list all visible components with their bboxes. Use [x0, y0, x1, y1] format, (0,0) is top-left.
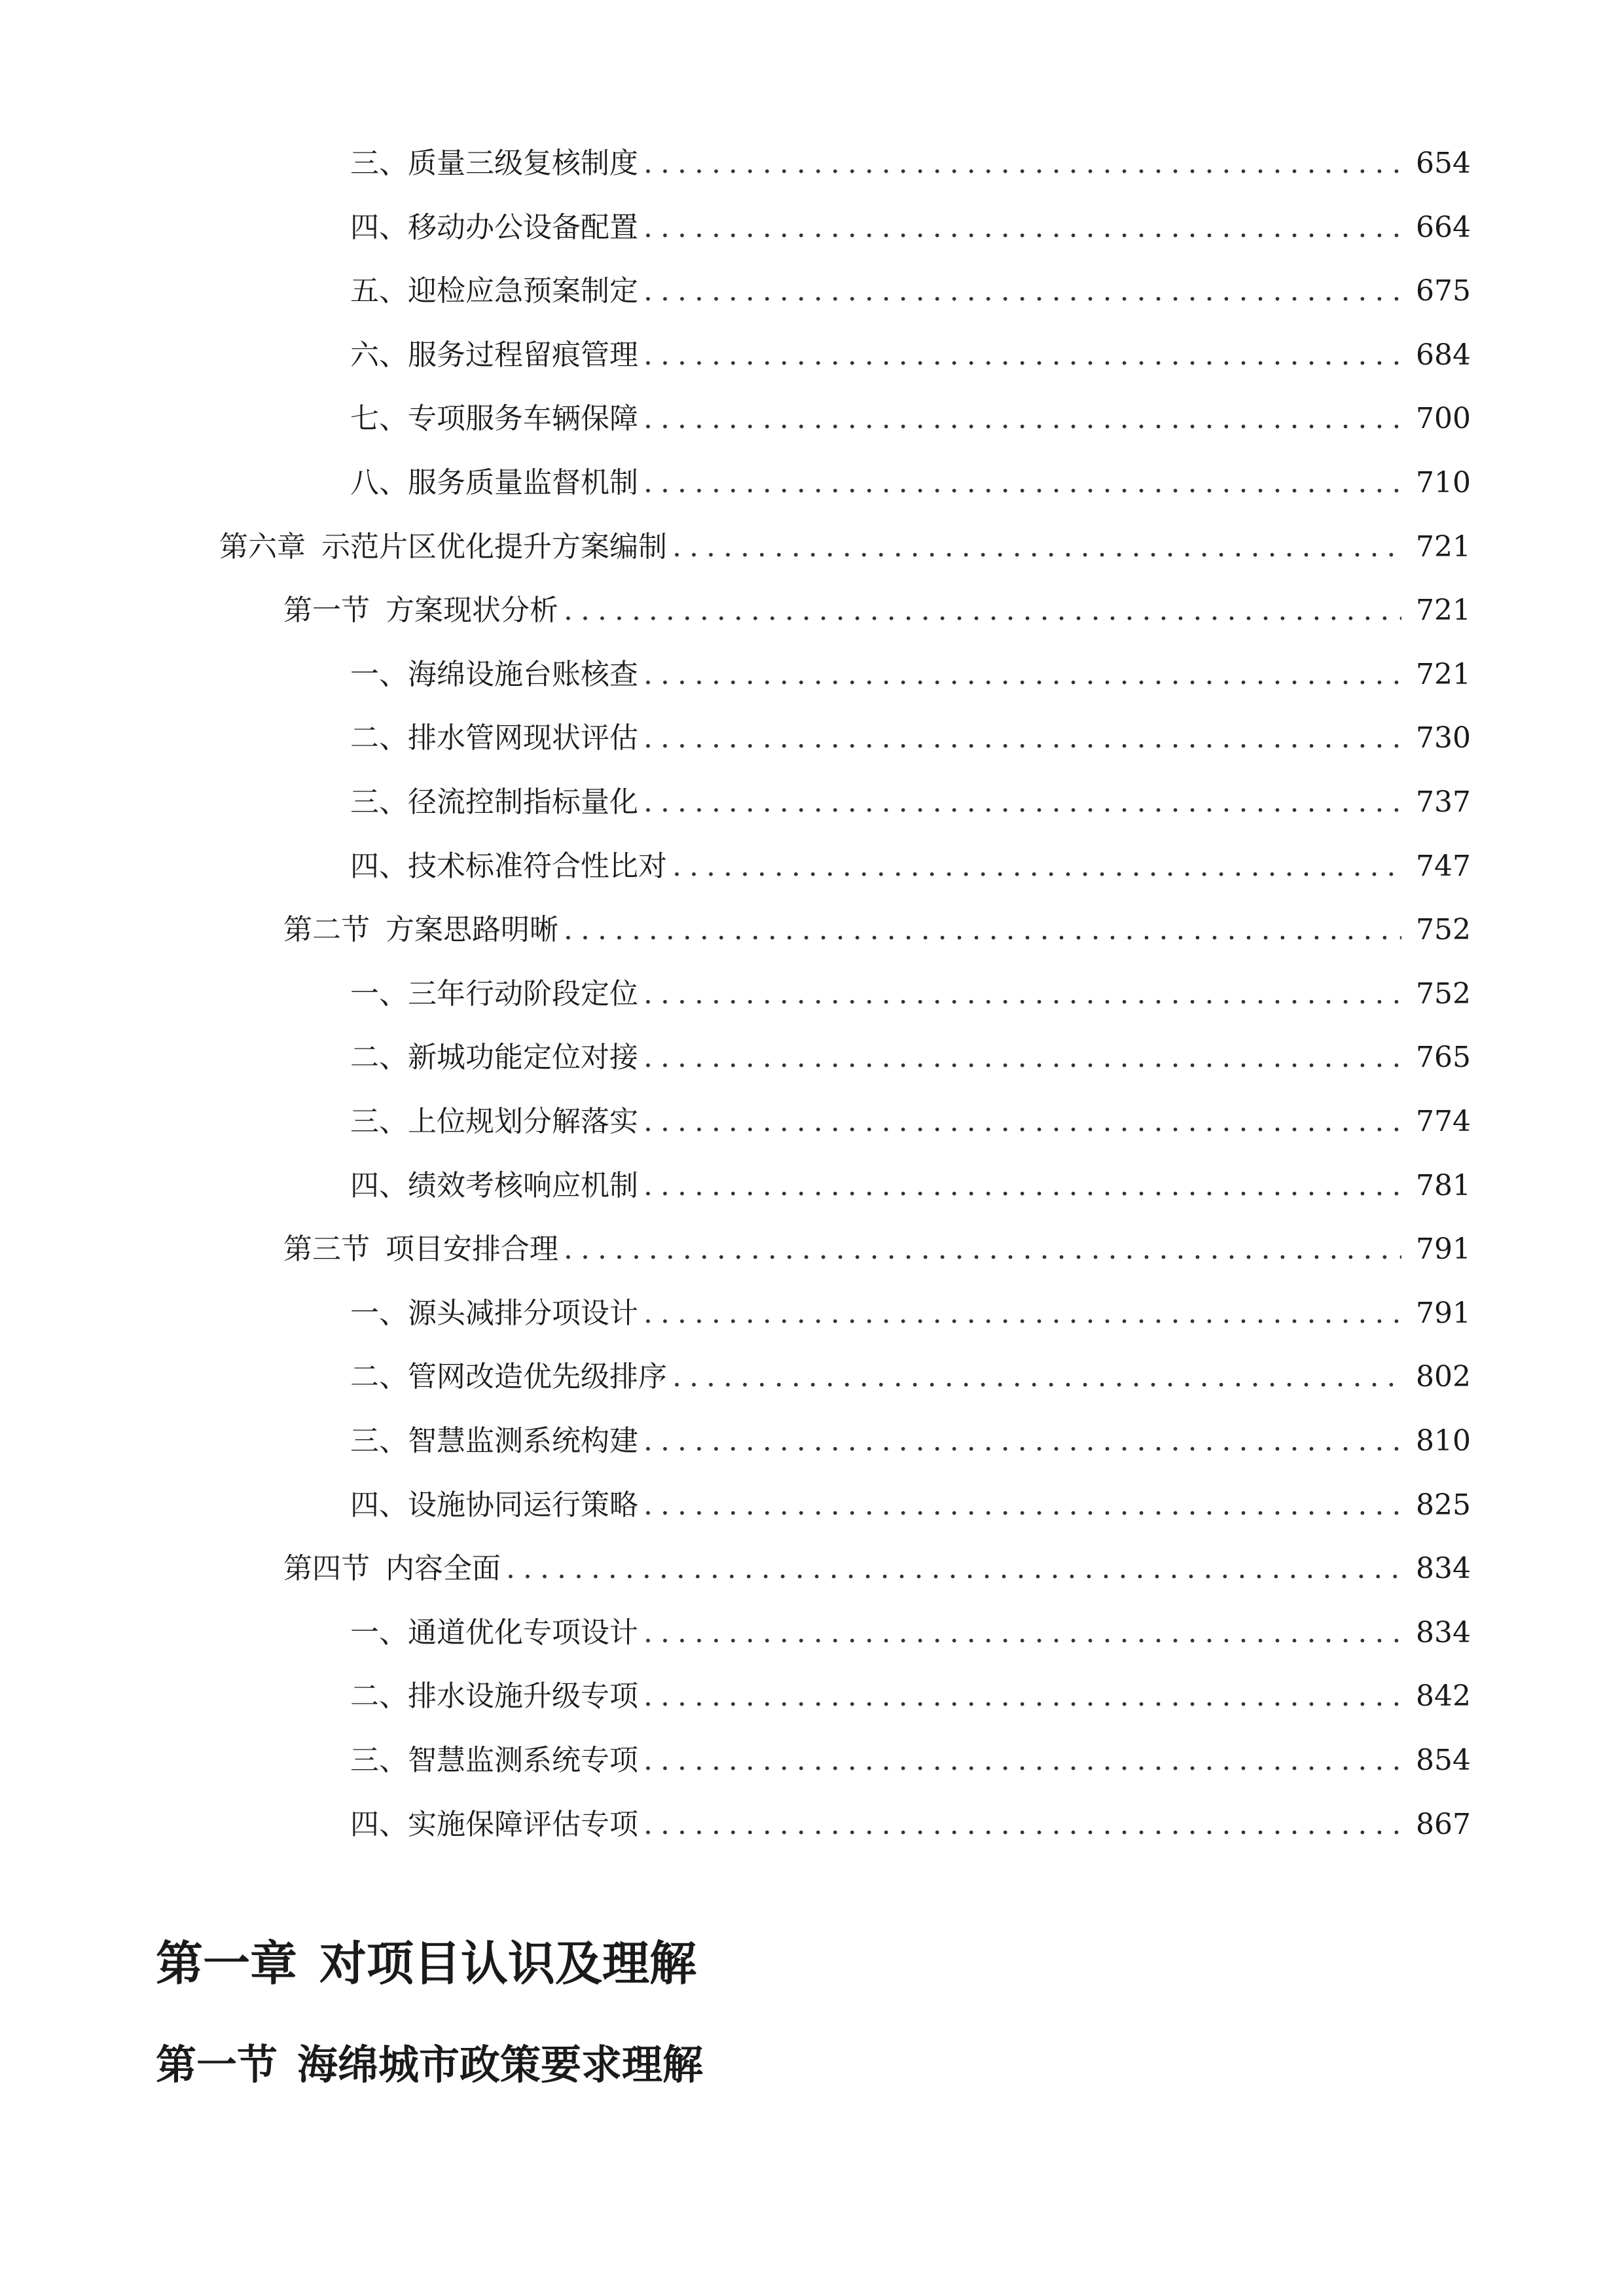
toc-dot-leader: [643, 719, 1401, 758]
toc-entry-number: 三、: [350, 1105, 408, 1138]
toc-dot-leader: [643, 1486, 1401, 1525]
toc-entry-number: 四、: [350, 850, 408, 883]
toc-dot-leader: [564, 591, 1401, 630]
toc-entry-title: 源头减排分项设计: [408, 1297, 638, 1330]
toc-entry-page-number: 791: [1416, 1232, 1471, 1266]
toc-entry-title: 专项服务车辆保障: [408, 402, 638, 435]
toc-entry-title: 绩效考核响应机制: [408, 1169, 638, 1202]
toc-entry-item[interactable]: [350, 1741, 1471, 1780]
toc-entry-number: 第六章: [219, 530, 306, 564]
toc-entry-title: 服务过程留痕管理: [408, 338, 638, 372]
toc-entry-item[interactable]: [350, 208, 1471, 247]
toc-entry-item[interactable]: [350, 1166, 1471, 1206]
toc-entry-number: 第四节: [283, 1552, 370, 1585]
toc-entry-number: 四、: [350, 211, 408, 244]
toc-entry-title: 项目安排合理: [386, 1232, 558, 1266]
section-heading-title: 海绵城市政策要求理解: [297, 2041, 704, 2089]
toc-dot-leader: [643, 463, 1401, 503]
toc-dot-leader: [672, 847, 1401, 886]
toc-entry-title: 智慧监测系统专项: [408, 1744, 638, 1777]
toc-entry-title: 三年行动阶段定位: [408, 977, 638, 1011]
toc-entry-section[interactable]: [283, 910, 1471, 950]
toc-entry-number: 一、: [350, 1616, 408, 1649]
toc-entry-page-number: 721: [1416, 594, 1471, 627]
toc-entry-title: 排水管网现状评估: [408, 721, 638, 755]
toc-dot-leader: [564, 1230, 1401, 1269]
toc-entry-item[interactable]: [350, 847, 1471, 886]
toc-entry-page-number: 752: [1416, 913, 1471, 946]
toc-entry-title: 技术标准符合性比对: [408, 850, 667, 883]
chapter-heading: [156, 1931, 696, 1996]
toc-entry-page-number: 791: [1416, 1297, 1471, 1330]
toc-entry-item[interactable]: [350, 272, 1471, 311]
toc-entry-number: 三、: [350, 785, 408, 819]
toc-entry-item[interactable]: [350, 1357, 1471, 1397]
toc-entry-number: 第二节: [283, 913, 370, 946]
toc-entry-item[interactable]: [350, 1805, 1471, 1844]
toc-entry-item[interactable]: [350, 1294, 1471, 1333]
toc-entry-number: 一、: [350, 1297, 408, 1330]
toc-entry-title: 通道优化专项设计: [408, 1616, 638, 1649]
toc-entry-page-number: 730: [1416, 721, 1471, 755]
toc-entry-page-number: 700: [1416, 402, 1471, 435]
toc-entry-title: 实施保障评估专项: [408, 1808, 638, 1841]
toc-entry-title: 管网改造优先级排序: [408, 1360, 667, 1393]
toc-entry-page-number: 710: [1416, 466, 1471, 499]
toc-entry-page-number: 842: [1416, 1679, 1471, 1713]
toc-entry-number: 三、: [350, 1424, 408, 1458]
toc-entry-page-number: 654: [1416, 147, 1471, 180]
toc-entry-number: 一、: [350, 658, 408, 691]
toc-entry-number: 四、: [350, 1488, 408, 1522]
toc-entry-number: 二、: [350, 1360, 408, 1393]
toc-entry-number: 五、: [350, 274, 408, 308]
toc-entry-title: 设施协同运行策略: [408, 1488, 638, 1522]
toc-entry-title: 智慧监测系统构建: [408, 1424, 638, 1458]
toc-dot-leader: [643, 208, 1401, 247]
toc-entry-page-number: 774: [1416, 1105, 1471, 1138]
toc-entry-number: 八、: [350, 466, 408, 499]
toc-entry-page-number: 834: [1416, 1552, 1471, 1585]
toc-entry-page-number: 737: [1416, 785, 1471, 819]
toc-entry-item[interactable]: [350, 463, 1471, 503]
toc-dot-leader: [643, 1294, 1401, 1333]
toc-entry-item[interactable]: [350, 975, 1471, 1014]
toc-entry-number: 六、: [350, 338, 408, 372]
toc-entry-title: 内容全面: [386, 1552, 501, 1585]
toc-entry-page-number: 854: [1416, 1744, 1471, 1777]
toc-dot-leader: [643, 975, 1401, 1014]
toc-entry-title: 新城功能定位对接: [408, 1041, 638, 1074]
toc-entry-number: 四、: [350, 1808, 408, 1841]
toc-dot-leader: [643, 1805, 1401, 1844]
toc-entry-item[interactable]: [350, 719, 1471, 758]
toc-entry-title: 移动办公设备配置: [408, 211, 638, 244]
toc-dot-leader: [643, 336, 1401, 375]
toc-entry-item[interactable]: [350, 1613, 1471, 1653]
toc-dot-leader: [643, 1613, 1401, 1653]
toc-entry-number: 二、: [350, 1041, 408, 1074]
toc-dot-leader: [643, 1102, 1401, 1141]
toc-entry-page-number: 747: [1416, 850, 1471, 883]
toc-entry-page-number: 675: [1416, 274, 1471, 308]
toc-entry-item[interactable]: [350, 1422, 1471, 1461]
toc-entry-title: 上位规划分解落实: [408, 1105, 638, 1138]
toc-entry-item[interactable]: [350, 1486, 1471, 1525]
toc-dot-leader: [643, 1677, 1401, 1716]
toc-entry-item[interactable]: [350, 783, 1471, 822]
toc-dot-leader: [643, 1422, 1401, 1461]
toc-entry-page-number: 834: [1416, 1616, 1471, 1649]
toc-entry-page-number: 802: [1416, 1360, 1471, 1393]
toc-entry-number: 七、: [350, 402, 408, 435]
toc-entry-number: 二、: [350, 1679, 408, 1713]
toc-entry-page-number: 752: [1416, 977, 1471, 1011]
toc-entry-number: 第一节: [283, 594, 370, 627]
chapter-heading-number: 第一章: [156, 1936, 298, 1991]
toc-entry-number: 一、: [350, 977, 408, 1011]
toc-entry-section[interactable]: [283, 591, 1471, 630]
toc-entry-item[interactable]: [350, 1677, 1471, 1716]
chapter-heading-title: 对项目认识及理解: [319, 1936, 697, 1991]
toc-dot-leader: [672, 1357, 1401, 1397]
toc-entry-page-number: 867: [1416, 1808, 1471, 1841]
toc-entry-item[interactable]: [350, 1038, 1471, 1077]
toc-entry-number: 三、: [350, 147, 408, 180]
toc-entry-title: 质量三级复核制度: [408, 147, 638, 180]
toc-entry-page-number: 810: [1416, 1424, 1471, 1458]
toc-dot-leader: [506, 1549, 1401, 1588]
toc-entry-page-number: 825: [1416, 1488, 1471, 1522]
toc-entry-item[interactable]: [350, 399, 1471, 439]
toc-entry-page-number: 721: [1416, 658, 1471, 691]
toc-entry-section[interactable]: [283, 1549, 1471, 1588]
toc-dot-leader: [643, 783, 1401, 822]
toc-dot-leader: [643, 399, 1401, 439]
toc-entry-title: 迎检应急预案制定: [408, 274, 638, 308]
toc-entry-chapter[interactable]: [219, 528, 1471, 567]
toc-dot-leader: [643, 144, 1401, 183]
toc-entry-title: 海绵设施台账核查: [408, 658, 638, 691]
toc-entry-page-number: 684: [1416, 338, 1471, 372]
toc-dot-leader: [643, 1741, 1401, 1780]
toc-entry-page-number: 765: [1416, 1041, 1471, 1074]
toc-entry-page-number: 781: [1416, 1169, 1471, 1202]
toc-dot-leader: [643, 1038, 1401, 1077]
toc-entry-section[interactable]: [283, 1230, 1471, 1269]
toc-entry-item[interactable]: [350, 144, 1471, 183]
toc-entry-number: 四、: [350, 1169, 408, 1202]
toc-entry-page-number: 664: [1416, 211, 1471, 244]
section-heading-number: 第一节: [156, 2041, 278, 2089]
toc-dot-leader: [643, 655, 1401, 694]
toc-entry-title: 排水设施升级专项: [408, 1679, 638, 1713]
toc-entry-title: 方案思路明晰: [386, 913, 558, 946]
toc-entry-title: 径流控制指标量化: [408, 785, 638, 819]
toc-dot-leader: [672, 528, 1401, 567]
toc-entry-number: 二、: [350, 721, 408, 755]
section-heading: [156, 2036, 703, 2094]
toc-entry-page-number: 721: [1416, 530, 1471, 564]
toc-entry-item[interactable]: [350, 336, 1471, 375]
toc-dot-leader: [564, 910, 1401, 950]
toc-entry-title: 服务质量监督机制: [408, 466, 638, 499]
toc-entry-item[interactable]: [350, 1102, 1471, 1141]
toc-dot-leader: [643, 272, 1401, 311]
toc-entry-number: 第三节: [283, 1232, 370, 1266]
toc-dot-leader: [643, 1166, 1401, 1206]
toc-entry-item[interactable]: [350, 655, 1471, 694]
toc-entry-number: 三、: [350, 1744, 408, 1777]
toc-entry-title: 方案现状分析: [386, 594, 558, 627]
toc-entry-title: 示范片区优化提升方案编制: [321, 530, 667, 564]
